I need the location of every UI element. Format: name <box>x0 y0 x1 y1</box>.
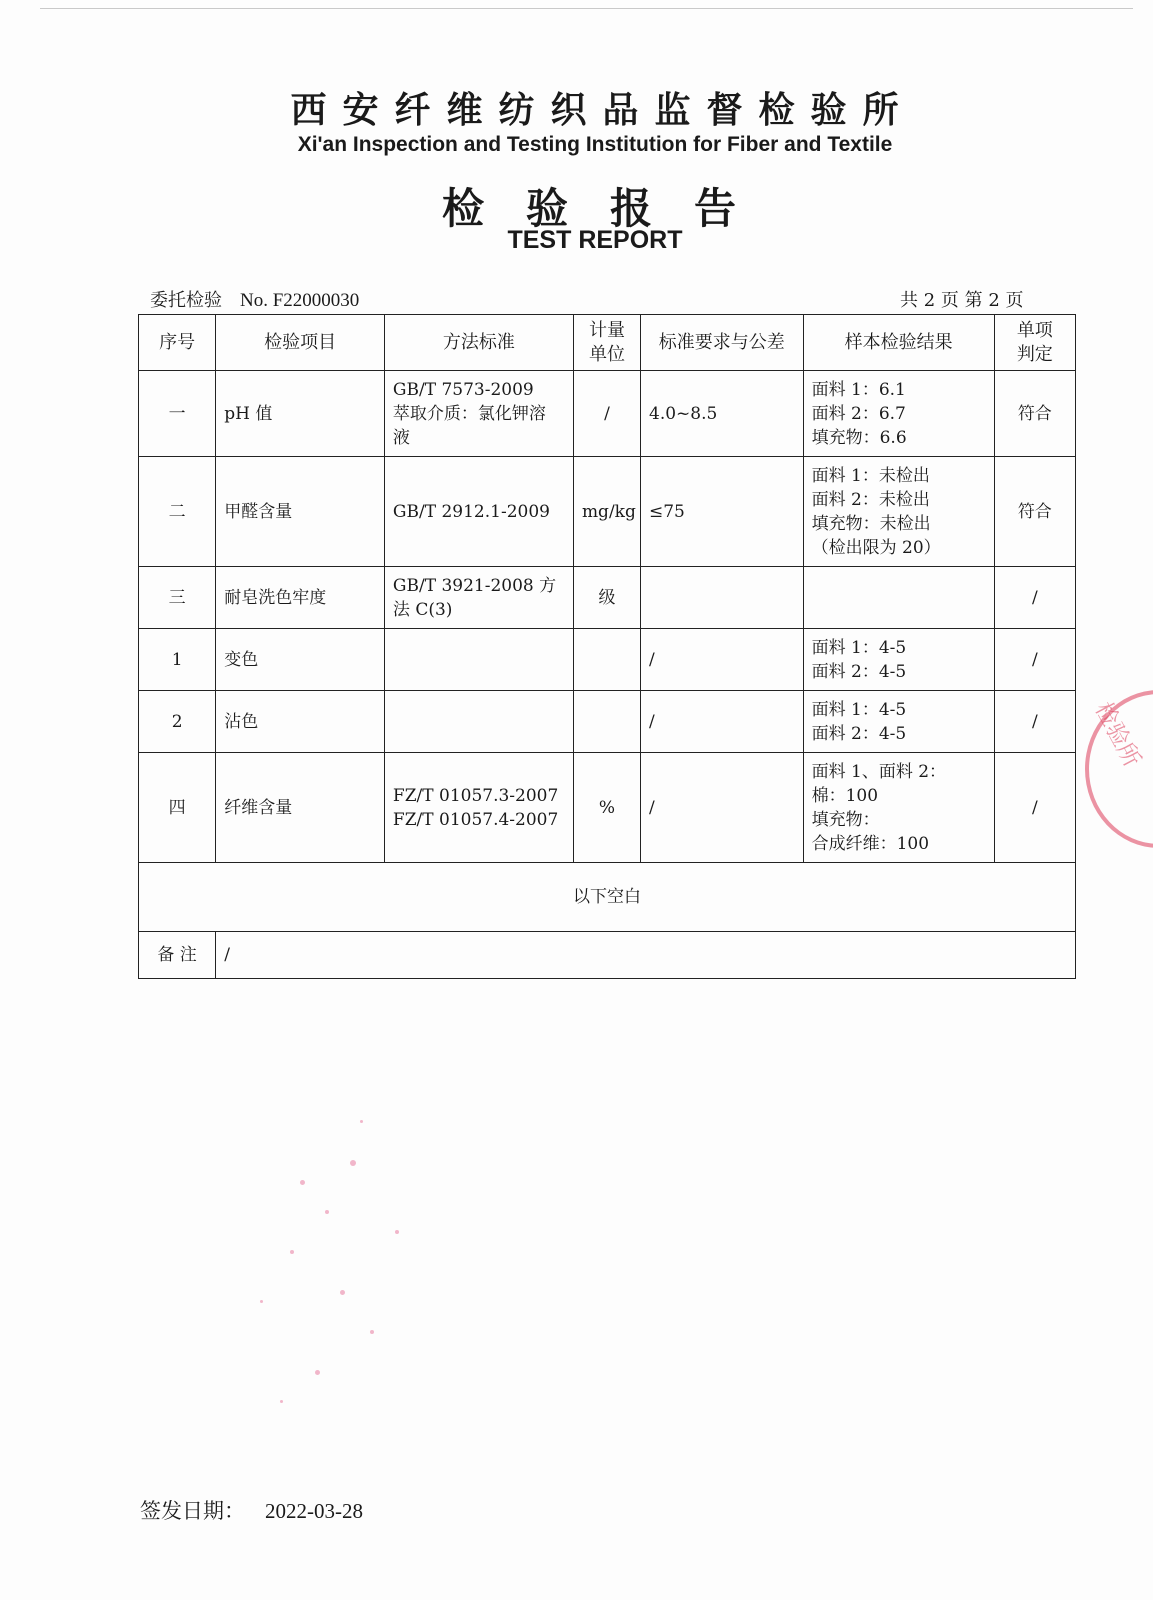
cell-requirement: ≤75 <box>641 457 804 567</box>
cell-unit: / <box>573 371 640 457</box>
result-line: 棉：100 <box>811 785 879 806</box>
cell-method <box>384 567 573 629</box>
remarks-value: / <box>216 932 1076 979</box>
report-title-cn: 检验报告 <box>441 184 778 233</box>
ink-speck <box>290 1250 294 1254</box>
cell-requirement: / <box>641 753 804 863</box>
result-line: 合成纤维：100 <box>811 833 930 854</box>
cell-unit: 级 <box>573 567 640 629</box>
cell-item: pH 值 <box>216 371 385 457</box>
result-line: （检出限为 20） <box>811 537 941 558</box>
method-line: 液 <box>392 427 410 448</box>
result-line: 填充物：未检出 <box>811 513 931 534</box>
ink-speck <box>370 1330 374 1334</box>
judgment-header-line: 判定 <box>1016 343 1053 365</box>
issue-date-value: 2022-03-28 <box>265 1499 363 1523</box>
cell-unit: % <box>573 753 640 863</box>
cell-judgment: / <box>994 691 1075 753</box>
result-line: 面料 1、面料 2： <box>811 761 947 782</box>
remarks-row <box>139 932 1076 979</box>
cell-method <box>384 371 573 457</box>
col-header-item: 检验项目 <box>216 315 385 371</box>
ink-speck <box>350 1160 356 1166</box>
ink-speck <box>260 1300 263 1303</box>
cell-result <box>803 753 994 863</box>
cell-unit <box>573 691 640 753</box>
cell-judgment: / <box>994 629 1075 691</box>
table-row <box>139 691 1076 753</box>
cell-seq: 三 <box>139 567 216 629</box>
report-title-en: TEST REPORT <box>507 226 683 254</box>
cell-seq: 1 <box>139 629 216 691</box>
method-line: 法 C(3) <box>392 599 453 620</box>
issue-date <box>140 1495 363 1525</box>
cell-item: 耐皂洗色牢度 <box>216 567 385 629</box>
top-border-line <box>40 8 1133 9</box>
blank-row <box>139 863 1076 932</box>
ink-speck <box>280 1400 283 1403</box>
ink-speck <box>325 1210 329 1214</box>
cell-judgment: 符合 <box>994 371 1075 457</box>
ink-speck <box>340 1290 345 1295</box>
official-seal-text: 检验所 <box>1089 698 1145 772</box>
result-line: 面料 2：未检出 <box>811 489 930 510</box>
institution-name-cn: 西安纤维纺织品监督检验所 <box>290 89 915 131</box>
remarks-label: 备 注 <box>139 932 216 979</box>
cell-judgment: / <box>994 753 1075 863</box>
cell-method <box>384 691 573 753</box>
results-table <box>138 314 1076 979</box>
method-line: GB/T 3921-2008 方 <box>392 575 557 596</box>
result-line: 面料 2：6.7 <box>811 403 906 424</box>
cell-requirement: / <box>641 691 804 753</box>
cell-item: 甲醛含量 <box>216 457 385 567</box>
cell-judgment: / <box>994 567 1075 629</box>
commission-info <box>150 286 359 312</box>
cell-method <box>384 753 573 863</box>
table-row <box>139 371 1076 457</box>
cell-seq: 一 <box>139 371 216 457</box>
cell-result <box>803 457 994 567</box>
col-header-judgment <box>994 315 1075 371</box>
ink-speck <box>315 1370 320 1375</box>
col-header-seq: 序号 <box>139 315 216 371</box>
report-number: No. F22000030 <box>240 290 360 311</box>
cell-item: 沾色 <box>216 691 385 753</box>
method-line: FZ/T 01057.4-2007 <box>392 809 559 830</box>
blank-below-note: 以下空白 <box>139 863 1076 932</box>
table-row <box>139 457 1076 567</box>
col-header-result: 样本检验结果 <box>803 315 994 371</box>
cell-seq: 二 <box>139 457 216 567</box>
issue-date-label: 签发日期： <box>140 1499 245 1523</box>
ink-speck <box>300 1180 305 1185</box>
result-line: 填充物：6.6 <box>811 427 907 448</box>
judgment-header-line: 单项 <box>1016 319 1053 341</box>
table-header-row <box>139 315 1076 371</box>
inspection-type: 委托检验 <box>150 290 222 311</box>
result-line: 面料 1：6.1 <box>811 379 906 400</box>
method-line: GB/T 7573-2009 <box>392 379 534 400</box>
result-line: 面料 2：4-5 <box>811 661 907 682</box>
col-header-unit <box>573 315 640 371</box>
cell-method <box>384 457 573 567</box>
method-line: 萃取介质：氯化钾溶 <box>392 403 546 424</box>
cell-requirement: 4.0~8.5 <box>641 371 804 457</box>
result-line: 面料 1：4-5 <box>811 637 907 658</box>
cell-judgment: 符合 <box>994 457 1075 567</box>
cell-item: 变色 <box>216 629 385 691</box>
cell-requirement: / <box>641 629 804 691</box>
result-line: 面料 1：4-5 <box>811 699 907 720</box>
result-line: 面料 1：未检出 <box>811 465 930 486</box>
cell-method <box>384 629 573 691</box>
cell-result <box>803 371 994 457</box>
ink-speck <box>395 1230 399 1234</box>
col-header-method: 方法标准 <box>384 315 573 371</box>
page-indicator: 共 2 页 第 2 页 <box>900 290 1024 311</box>
cell-result <box>803 629 994 691</box>
cell-seq: 2 <box>139 691 216 753</box>
method-line: GB/T 2912.1-2009 <box>392 501 550 522</box>
cell-unit: mg/kg <box>573 457 640 567</box>
cell-requirement <box>641 567 804 629</box>
cell-item: 纤维含量 <box>216 753 385 863</box>
unit-header-line: 单位 <box>588 343 625 365</box>
ink-speck <box>360 1120 363 1123</box>
unit-header-line: 计量 <box>588 319 625 341</box>
col-header-requirement: 标准要求与公差 <box>641 315 804 371</box>
cell-result <box>803 567 994 629</box>
table-row <box>139 567 1076 629</box>
cell-result <box>803 691 994 753</box>
table-row <box>139 753 1076 863</box>
method-line: FZ/T 01057.3-2007 <box>392 785 559 806</box>
table-row <box>139 629 1076 691</box>
cell-seq: 四 <box>139 753 216 863</box>
result-line: 面料 2：4-5 <box>811 723 907 744</box>
institution-name-en: Xi'an Inspection and Testing Institution for Fiber and Textile <box>297 133 893 156</box>
cell-unit <box>573 629 640 691</box>
result-line: 填充物： <box>811 809 880 830</box>
